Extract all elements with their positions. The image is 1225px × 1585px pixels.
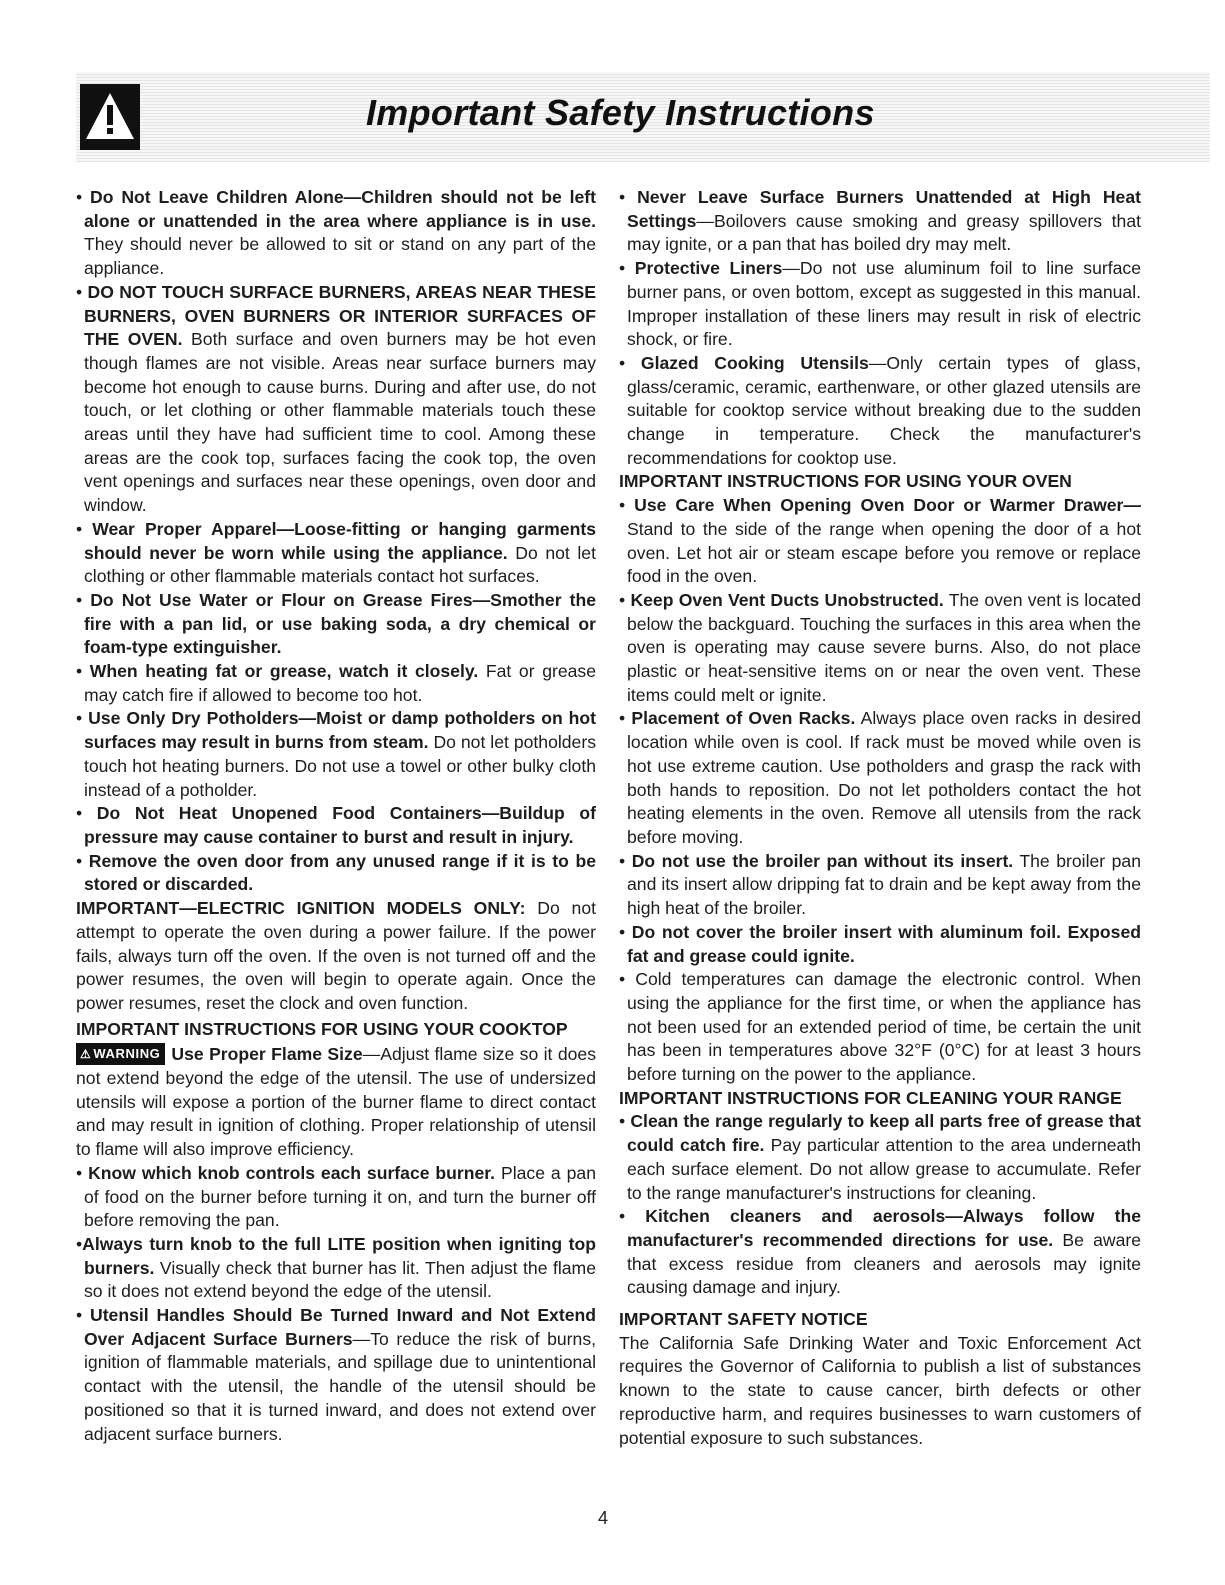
list-item: • Glazed Cooking Utensils—Only certain types of glass, glass/ceramic, ceramic, earthenware, or other glazed utensils are suitable for cooktop service without breaking due to the sudden change in temperature. Check the manufacturer's recommendations for cooktop use. — [619, 352, 1141, 468]
list-item: • Do not use the broiler pan without its insert. The broiler pan and its insert allow dripping fat to drain and be kept away from the high heat of the broiler. — [619, 850, 1141, 919]
list-item: • Cold temperatures can damage the electronic control. When using the appliance for the first time, or when the appliance has not been used for an extended period of time, be certain the unit has been in temperatures above 32°F (0°C) for at least 3 hours before turning on the power to the appliance. — [619, 969, 1141, 1085]
paragraph: IMPORTANT—ELECTRIC IGNITION MODELS ONLY: Do not attempt to operate the oven during a power failure. If the power fails, always turn off the oven. If the oven is not turned off and the power resumes, the oven will begin to operate again. Once the power resumes, reset the clock and oven function. — [76, 898, 596, 1013]
list-item: • Do not cover the broiler insert with aluminum foil. Exposed fat and grease could ignite. — [619, 921, 1141, 966]
list-item: • Placement of Oven Racks. Always place oven racks in desired location while oven is cool. If rack must be moved while oven is hot use extreme caution. Use potholders and grasp the rack with both hands to reposition. Do not let potholders contact the hot heating elements in the oven. Remove all utensils from the rack before moving. — [619, 708, 1141, 847]
page-number: 4 — [598, 1508, 609, 1528]
paragraph: The California Safe Drinking Water and Toxic Enforcement Act requires the Governor of California to publish a list of substances known to the state to cause cancer, birth defects or other reproductive harm, and requires businesses to warn customers of potential exposure to such substances. — [619, 1332, 1141, 1448]
section-heading: IMPORTANT SAFETY NOTICE — [619, 1309, 868, 1330]
list-item: • DO NOT TOUCH SURFACE BURNERS, AREAS NEAR THESE BURNERS, OVEN BURNERS OR INTERIOR SURFACES OF THE OVEN. Both surface and oven burners may be hot even though flames are not visible. Areas near surface burners may become hot enough to cause burns. During and after use, do not touch, or let clothing or other flammable materials touch these areas until they have had sufficient time to cool. Among these areas are the cook top, surfaces facing the cook top, the oven vent openings and surfaces near these openings, oven door and window. — [76, 281, 596, 516]
list-item: • Do Not Use Water or Flour on Grease Fires—Smother the fire with a pan lid, or use baking soda, a dry chemical or foam-type extinguisher. — [76, 589, 596, 658]
list-item: • Utensil Handles Should Be Turned Inward and Not Extend Over Adjacent Surface Burners—To reduce the risk of burns, ignition of flammable materials, and spillage due to unintentional contact with the utensil, the handle of the utensil should be positioned so that it is turned inward, and does not extend over adjacent surface burners. — [76, 1305, 596, 1444]
warning-exclamation-icon — [80, 84, 140, 150]
paragraph: ⚠ WARNING Use Proper Flame Size—Adjust flame size so it does not extend beyond the edge of the utensil. The use of undersized utensils will expose a portion of the burner flame to direct contact and may result in ignition of clothing. Proper relationship of utensil to flame will also improve efficiency. — [76, 1044, 596, 1160]
warning-triangle-icon: ⚠ — [80, 1047, 92, 1062]
list-item: • Never Leave Surface Burners Unattended at High Heat Settings—Boilovers cause smoking and greasy spillovers that may ignite, or a pan that has boiled dry may melt. — [619, 187, 1141, 255]
list-item: • Keep Oven Vent Ducts Unobstructed. The oven vent is located below the backguard. Touching the surfaces in this area when the oven is operating may cause severe burns. Also, do not place plastic or heat-sensitive items on or near the oven vent. These items could melt or ignite. — [619, 589, 1141, 705]
left-column — [76, 186, 596, 1446]
list-item: •Always turn knob to the full LITE position when igniting top burners. Visually check that burner has lit. Then adjust the flame so it does not extend beyond the edge of the utensil. — [76, 1233, 596, 1302]
list-item: • When heating fat or grease, watch it closely. Fat or grease may catch fire if allowed to become too hot. — [76, 661, 596, 705]
list-item: • Use Care When Opening Oven Door or Warmer Drawer—Stand to the side of the range when opening the door of a hot oven. Let hot air or steam escape before you remove or replace food in the oven. — [619, 495, 1141, 587]
list-item: • Use Only Dry Potholders—Moist or damp potholders on hot surfaces may result in burns from steam. Do not let potholders touch hot heating burners. Do not use a towel or other bulky cloth instead of a potholder. — [76, 708, 596, 800]
page-title: Important Safety Instructions — [366, 92, 875, 133]
section-heading: IMPORTANT INSTRUCTIONS FOR USING YOUR COOKTOP — [76, 1018, 568, 1039]
list-item: • Protective Liners—Do not use aluminum foil to line surface burner pans, or oven bottom, except as suggested in this manual. Improper installation of these liners may result in risk of electric shock, or fire. — [619, 258, 1142, 350]
list-item: • Do Not Heat Unopened Food Containers—Buildup of pressure may cause container to burst and result in injury. — [76, 803, 596, 847]
warning-badge: ⚠ WARNING — [76, 1043, 165, 1065]
list-item: • Clean the range regularly to keep all parts free of grease that could catch fire. Pay particular attention to the area underneath each surface element. Do not allow grease to accumulate. Refer to the range manufacturer's instructions for cleaning. — [619, 1111, 1141, 1203]
list-item: • Know which knob controls each surface burner. Place a pan of food on the burner before turning it on, and turn the burner off before removing the pan. — [76, 1162, 596, 1231]
list-item: • Do Not Leave Children Alone—Children should not be left alone or unattended in the area where appliance is in use. They should never be allowed to sit or stand on any part of the appliance. — [76, 187, 596, 279]
section-heading: IMPORTANT INSTRUCTIONS FOR USING YOUR OVEN — [619, 471, 1072, 492]
list-item: • Remove the oven door from any unused range if it is to be stored or discarded. — [76, 850, 596, 895]
list-item: • Wear Proper Apparel—Loose-fitting or hanging garments should never be worn while using the appliance. Do not let clothing or other flammable materials contact hot surfaces. — [76, 518, 596, 587]
list-item: • Kitchen cleaners and aerosols—Always follow the manufacturer's recommended directions for use. Be aware that excess residue from cleaners and aerosols may ignite causing damage and injury. — [619, 1206, 1141, 1298]
right-column — [619, 186, 1141, 1450]
section-header — [76, 72, 1210, 162]
section-heading: IMPORTANT INSTRUCTIONS FOR CLEANING YOUR RANGE — [619, 1087, 1122, 1108]
